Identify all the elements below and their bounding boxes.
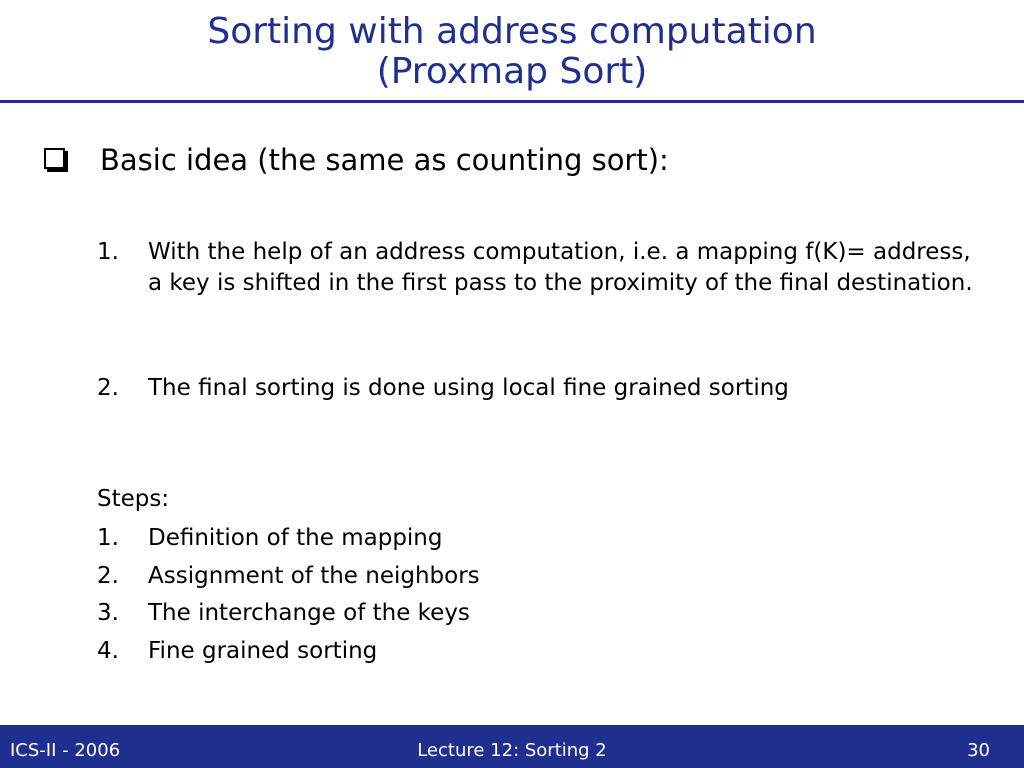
step-item-4 xyxy=(97,636,978,667)
footer-lecture: Lecture 12: Sorting 2 xyxy=(417,740,607,761)
step-text: The interchange of the keys xyxy=(148,600,470,626)
idea-item-1 xyxy=(97,237,978,299)
step-number: 3. xyxy=(97,600,119,626)
footer-bar xyxy=(0,725,1024,768)
main-bullet xyxy=(44,142,669,178)
step-text: Definition of the mapping xyxy=(148,525,443,551)
title-line-2: (Proxmap Sort) xyxy=(376,51,648,92)
step-number: 1. xyxy=(97,525,119,551)
checkbox-bullet-icon xyxy=(44,148,65,169)
step-text: Fine grained sorting xyxy=(148,638,378,664)
step-number: 2. xyxy=(97,563,119,589)
idea-item-text: With the help of an address computation, i.e. a mapping f(K)= address, a key is shifted in the first pass to the proximity of the final destination. xyxy=(148,239,973,296)
step-item-2 xyxy=(97,561,978,592)
step-text: Assignment of the neighbors xyxy=(148,563,480,589)
step-number: 4. xyxy=(97,638,119,664)
footer-course: ICS-II - 2006 xyxy=(10,740,121,761)
idea-item-text: The final sorting is done using local fine grained sorting xyxy=(148,375,789,401)
title-divider xyxy=(0,100,1024,103)
title-line-1: Sorting with address computation xyxy=(207,11,817,52)
idea-item-number: 2. xyxy=(97,375,119,401)
footer-page-number: 30 xyxy=(967,740,990,761)
step-item-3 xyxy=(97,598,978,629)
steps-label: Steps: xyxy=(97,486,170,512)
main-bullet-text: Basic idea (the same as counting sort): xyxy=(100,143,669,177)
step-item-1 xyxy=(97,523,978,554)
idea-item-number: 1. xyxy=(97,239,119,265)
idea-item-2 xyxy=(97,373,978,404)
slide-title xyxy=(0,12,1024,92)
